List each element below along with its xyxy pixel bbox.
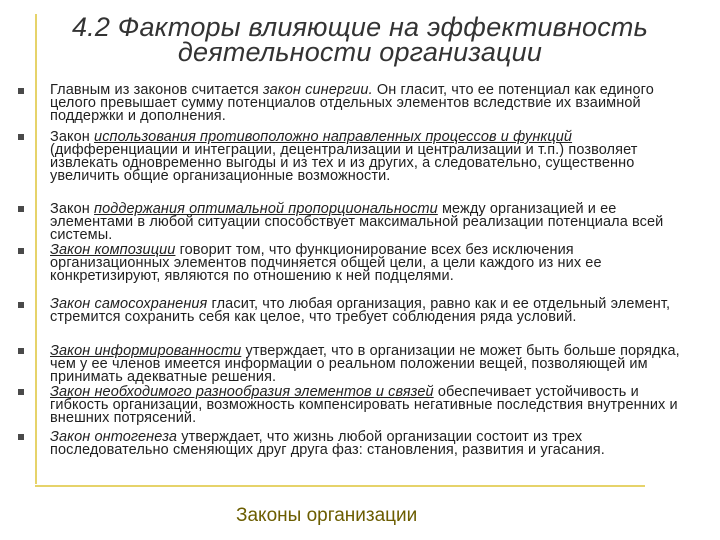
list-item-text: Закон самосохранения гласит, что любая организация, равно как и ее отдельный элемент, стремится сохранить себя как целое, что требует соблюдения ряда условий. bbox=[50, 296, 671, 325]
list-item-text: Главным из законов считается закон синергии. Он гласит, что ее потенциал как единого целого превышает сумму потенциалов отдельных элементов вследствие их взаимной поддержки и дополнения. bbox=[50, 82, 654, 124]
slide-title bbox=[40, 12, 680, 67]
square-bullet-icon bbox=[18, 134, 24, 140]
law-term: Закон информированности bbox=[50, 343, 242, 359]
list-item bbox=[0, 431, 720, 473]
square-bullet-icon bbox=[18, 348, 24, 354]
law-term: Закон онтогенеза bbox=[50, 429, 178, 445]
laws-list bbox=[0, 84, 720, 473]
list-item-text: Закон необходимого разнообразия элементов и связей обеспечивает устойчивость и гибкость организации, возможность компенсировать негативные последствия внутренних и внешних потрясений. bbox=[50, 384, 678, 426]
slide-title-line-1: 4.2 Факторы влияющие на эффективность bbox=[71, 12, 649, 42]
list-item bbox=[0, 298, 720, 345]
law-term: использования противоположно направленных процессов и функций bbox=[94, 129, 573, 145]
bottom-accent-line bbox=[35, 485, 645, 487]
list-item bbox=[0, 345, 720, 386]
list-item-text: Закон информированности утверждает, что в организации не может быть больше порядка, чем у ее членов имеется информации о реальном положении вещей, позволяющей им принимать адекватные решения. bbox=[50, 343, 680, 385]
square-bullet-icon bbox=[18, 302, 24, 308]
list-item bbox=[0, 84, 720, 131]
list-item-text: Закон использования противоположно направленных процессов и функций (дифференциации и интеграции, децентрализации и централизации и т.п.) позволяет извлекать одновременно выгоды и из тех и из других, а следовательно, существенно увеличить общие организационные возможности. bbox=[50, 129, 638, 184]
law-term: закон синергии. bbox=[262, 82, 373, 98]
law-term: поддержания оптимальной пропорциональности bbox=[94, 201, 438, 217]
law-term: Закон композиции bbox=[50, 242, 176, 258]
list-item bbox=[0, 386, 720, 431]
list-item bbox=[0, 203, 720, 244]
square-bullet-icon bbox=[18, 88, 24, 94]
law-term: Закон необходимого разнообразия элементов и связей bbox=[50, 384, 434, 400]
footer-label: Законы организации bbox=[236, 505, 418, 526]
square-bullet-icon bbox=[18, 389, 24, 395]
list-item-text: Закон онтогенеза утверждает, что жизнь любой организации состоит из трех последовательно сменяющих друг друга фаз: становления, развития и угасания. bbox=[50, 429, 605, 458]
list-item bbox=[0, 244, 720, 298]
slide-title-line-2: деятельности организации bbox=[177, 37, 543, 67]
list-item-text: Закон поддержания оптимальной пропорциональности между организацией и ее элементами в любой ситуации способствует максимальной реализации потенциала всей системы. bbox=[50, 201, 664, 243]
square-bullet-icon bbox=[18, 248, 24, 254]
square-bullet-icon bbox=[18, 206, 24, 212]
square-bullet-icon bbox=[18, 434, 24, 440]
list-item bbox=[0, 131, 720, 203]
law-term: Закон самосохранения bbox=[50, 296, 208, 312]
list-item-text: Закон композиции говорит том, что функционирование всех без исключения организационных элементов подчиняется общей цели, а цели каждого из них ее конкретизируют, являются по отношению к ней подцелями. bbox=[50, 242, 602, 284]
